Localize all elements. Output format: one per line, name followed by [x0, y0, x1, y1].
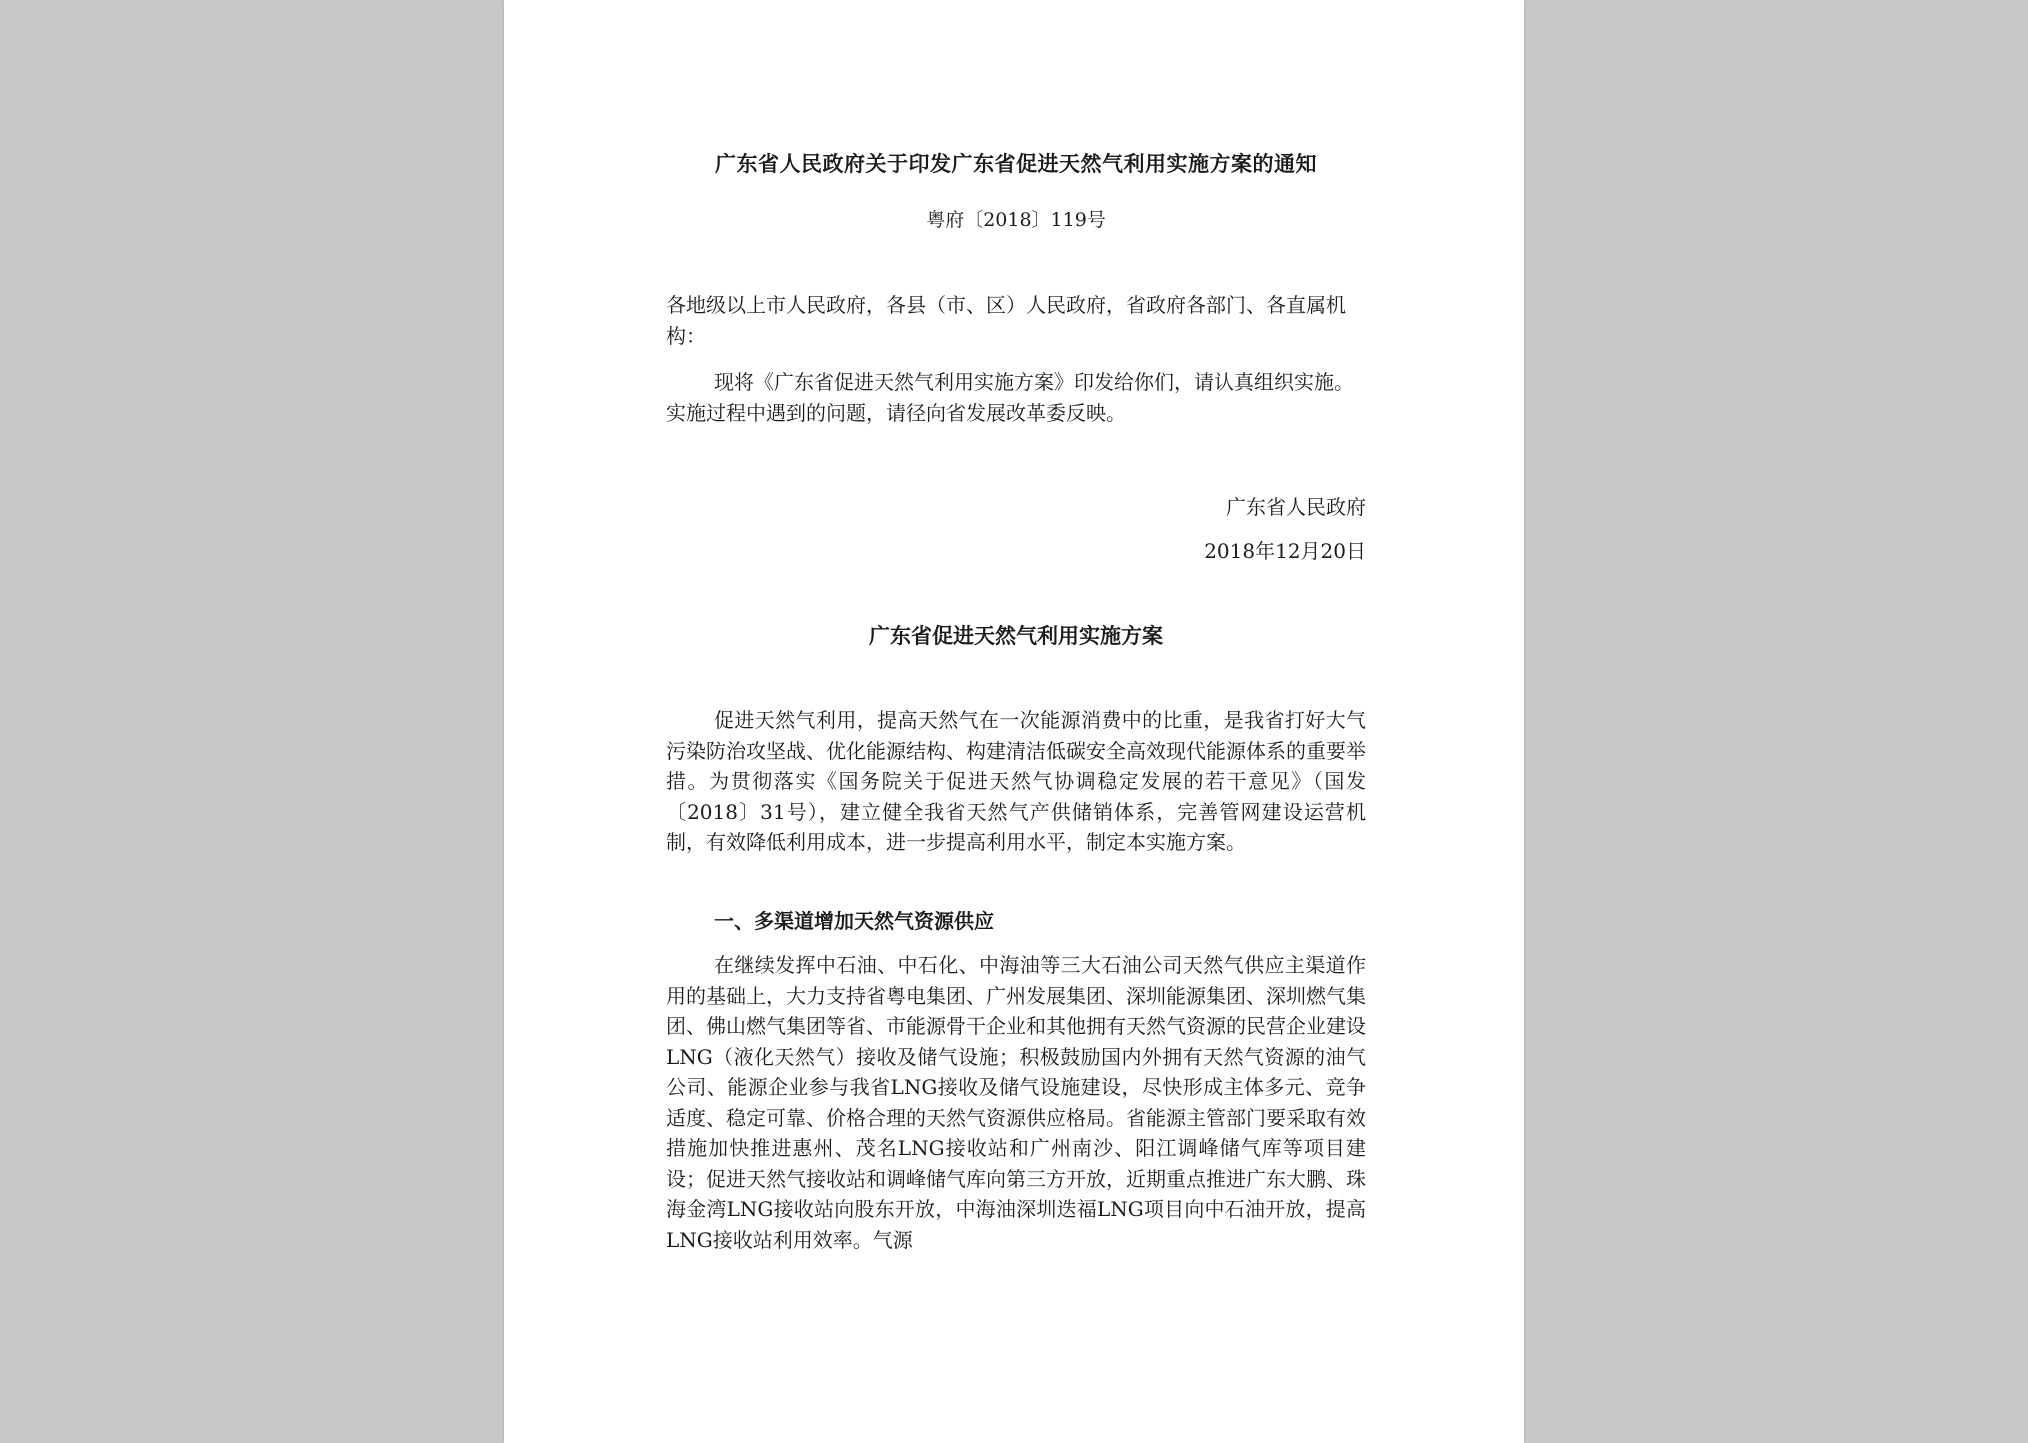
document-page: [504, 0, 1524, 1443]
signature-organization: 广东省人民政府: [1226, 495, 1366, 519]
section-heading: 一、多渠道增加天然气资源供应: [714, 909, 994, 933]
section-body-paragraph: 在继续发挥中石油、中石化、中海油等三大石油公司天然气供应主渠道作用的基础上，大力支持省粤电集团、广州发展集团、深圳能源集团、深圳燃气集团、佛山燃气集团等省、市能源骨干企业和其他拥有天然气资源的民营企业建设LNG（液化天然气）接收及储气设施；积极鼓励国内外拥有天然气资源的油气公司、能源企业参与我省LNG接收及储气设施建设，尽快形成主体多元、竞争适度、稳定可靠、价格合理的天然气资源供应格局。省能源主管部门要采取有效措施加快推进惠州、茂名LNG接收站和广州南沙、阳江调峰储气库等项目建设；促进天然气接收站和调峰储气库向第三方开放，近期重点推进广东大鹏、珠海金湾LNG接收站向股东开放，中海油深圳迭福LNG项目向中石油开放，提高LNG接收站利用效率。气源: [666, 953, 1366, 1252]
signature-block: [1066, 485, 1366, 573]
addressee-paragraph: 各地级以上市人民政府，各县（市、区）人民政府，省政府各部门、各直属机构：: [666, 293, 1346, 348]
plan-title: 广东省促进天然气利用实施方案: [869, 623, 1163, 648]
document-title: 广东省人民政府关于印发广东省促进天然气利用实施方案的通知: [715, 151, 1317, 176]
notice-body-paragraph: 现将《广东省促进天然气利用实施方案》印发给你们，请认真组织实施。实施过程中遇到的问题，请径向省发展改革委反映。: [666, 370, 1354, 425]
plan-intro-paragraph: 促进天然气利用，提高天然气在一次能源消费中的比重，是我省打好大气污染防治攻坚战、优化能源结构、构建清洁低碳安全高效现代能源体系的重要举措。为贯彻落实《国务院关于促进天然气协调稳定发展的若干意见》（国发〔2018〕31号），建立健全我省天然气产供储销体系，完善管网建设运营机制，有效降低利用成本，进一步提高利用水平，制定本实施方案。: [666, 708, 1366, 854]
document-number: 粤府〔2018〕119号: [926, 209, 1106, 231]
signature-date: 2018年12月20日: [1204, 539, 1366, 563]
